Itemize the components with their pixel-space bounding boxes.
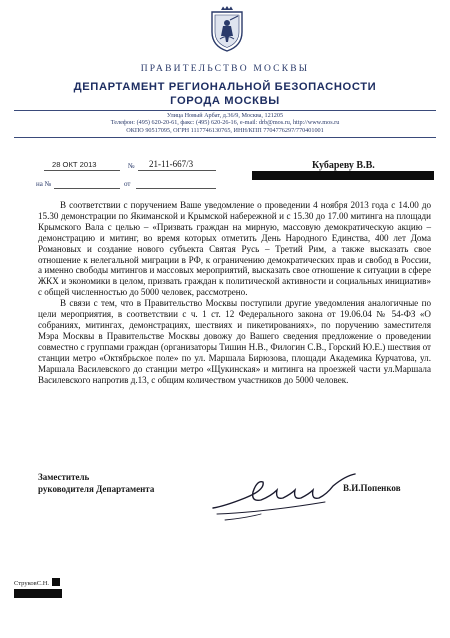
redacted-executor-phone (14, 589, 62, 598)
letterhead-contacts (0, 112, 450, 134)
letterhead-address: Улица Новый Арбат, д.36/9, Москва, 121205 (166, 112, 284, 119)
redacted-executor-tail (52, 578, 60, 586)
letterhead-phone-line: Телефон: (495) 620-20-61, факс: (495) 620-26-16, e-mail: drb@mos.ru, http://www.mos.ru (110, 119, 340, 127)
from-label: от (124, 180, 131, 188)
redacted-address (252, 171, 434, 180)
department-title-line2: ГОРОДА МОСКВЫ (170, 95, 280, 107)
executor-name: СтруковС.Н. (14, 580, 50, 587)
reference-underline (54, 188, 120, 189)
department-title-line1: ДЕПАРТАМЕНТ РЕГИОНАЛЬНОЙ БЕЗОПАСНОСТИ (73, 81, 377, 93)
letter-body (38, 200, 431, 385)
registration-date: 28 ОКТ 2013 (52, 160, 97, 169)
body-paragraph: В связи с тем, что в Правительство Москвы поступили другие уведомления аналогичные по цели мероприятия, в соответствии с ч. 1 ст. 12 Федерального закона от 19.06.04 № 54-ФЗ «О собраниях, митингах, демонстрациях, шествиях и пикетированиях», по поручению заместителя Мэра Москвы в Правительстве Москвы довожу до Вашего сведения предложение о проведении совместно с группами граждан (организаторы Тишин Н.В., Филогин С.В., Горский Ю.Е.) шествия от станции метро «Октябрьское поле» по ул. Маршала Бирюзова, площади Академика Курчатова, ул. Маршала Василевского до станции метро «Щукинская» и митинга на проезжей части ул.Маршала Василевского напротив д.13, с общим количеством участников до 5000 человек. (38, 298, 431, 385)
signatory-title-line2: руководителя Департамента (38, 483, 155, 494)
number-label: № (128, 162, 135, 170)
handwritten-signature (205, 468, 365, 528)
number-underline (138, 170, 216, 171)
header-divider-bottom (14, 137, 436, 138)
reference-label: на № (36, 180, 52, 188)
body-paragraph: В соответствии с поручением Ваше уведомление о проведении 4 ноября 2013 года с 14.00 до 15.30 демонстрации по Якиманской и Крымской набережной и с 15.30 до 17.00 митинга на площади Крымского Вала с целью – «Призвать граждан на мирную, массовую демократическую акцию – демонстрацию и митинг, во время которых отметить День Народного Единства, 400 лет Дома Романовых и создание нового субъекта Святая Русь – Третий Рим, а также высказать свое отношение к нелегальной миграции в РФ, к ограничению демократических прав и свобод в России, а именно свободы митингов и массовых мероприятий, высказать свое отношение к ситуации в сфере ЖКХ и экономики в целом, призвать граждан к политической активности и социальных инициатив» с общей численностью до 5000 человек, рассмотрено. (38, 200, 431, 298)
registration-number: 21-11-667/3 (149, 159, 194, 169)
signatory-title-line1: Заместитель (38, 472, 90, 482)
letterhead-codes: ОКПО 90517095, ОГРН 1117746130765, ИНН/КПП 7704776297/770401001 (126, 126, 324, 134)
signatory-title (38, 472, 154, 495)
moscow-coat-of-arms-icon (210, 6, 244, 52)
department-title (0, 80, 450, 108)
signatory-name: В.И.Попенков (343, 483, 401, 493)
government-title: ПРАВИТЕЛЬСТВО МОСКВЫ (140, 64, 310, 74)
date-underline (44, 170, 120, 171)
header-divider-top (14, 110, 436, 111)
from-underline (136, 188, 216, 189)
recipient-name: Кубареву В.В. (312, 160, 375, 171)
